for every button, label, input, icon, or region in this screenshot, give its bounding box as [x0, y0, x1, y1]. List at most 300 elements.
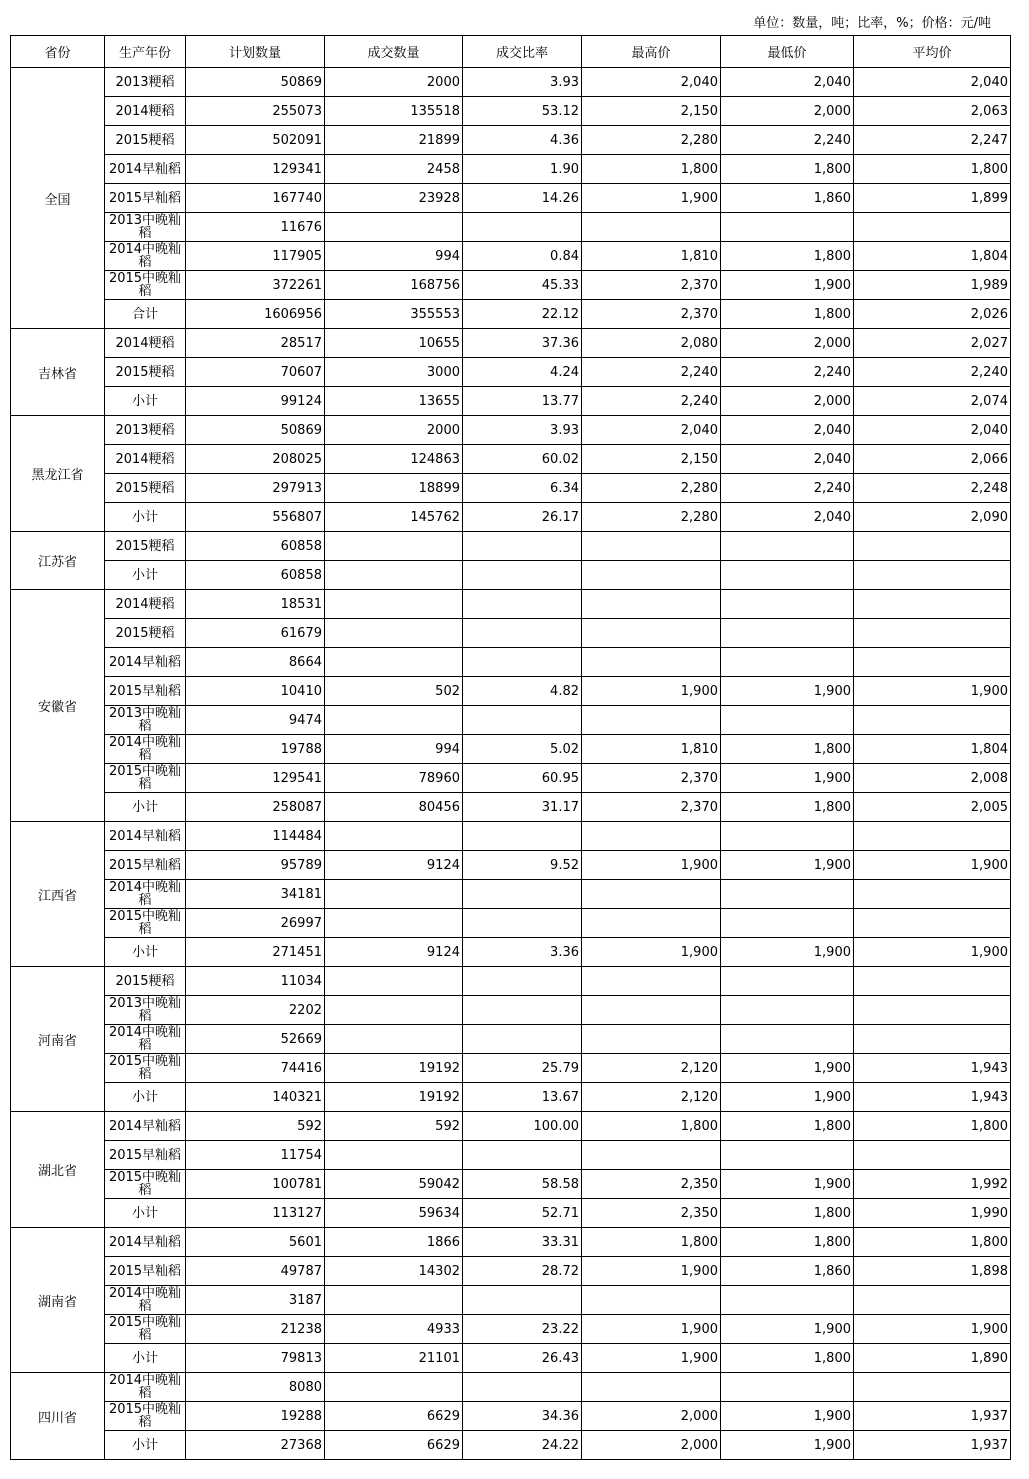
max-price-cell: 2,150	[582, 445, 721, 474]
min-price-cell: 1,900	[721, 1402, 854, 1431]
avg-price-cell: 1,900	[854, 851, 1011, 880]
min-price-cell	[721, 1373, 854, 1402]
header-avg-price: 平均价	[854, 36, 1011, 68]
planned-qty-cell: 61679	[186, 619, 325, 648]
year-cell: 2014早籼稻	[105, 648, 186, 677]
planned-qty-cell: 99124	[186, 387, 325, 416]
max-price-cell: 1,900	[582, 1257, 721, 1286]
year-cell: 2015粳稻	[105, 619, 186, 648]
year-cell: 2014中晚籼稻	[105, 1373, 186, 1402]
planned-qty-cell: 5601	[186, 1228, 325, 1257]
header-deal-qty: 成交数量	[325, 36, 463, 68]
avg-price-cell	[854, 619, 1011, 648]
deal-qty-cell	[325, 619, 463, 648]
avg-price-cell	[854, 213, 1011, 242]
planned-qty-cell: 502091	[186, 126, 325, 155]
deal-ratio-cell: 4.24	[463, 358, 582, 387]
deal-qty-cell: 355553	[325, 300, 463, 329]
deal-ratio-cell: 1.90	[463, 155, 582, 184]
planned-qty-cell: 11754	[186, 1141, 325, 1170]
table-row	[11, 1112, 1011, 1141]
avg-price-cell: 1,989	[854, 271, 1011, 300]
table-row	[11, 1025, 1011, 1054]
table-row	[11, 909, 1011, 938]
min-price-cell	[721, 880, 854, 909]
header-deal-ratio: 成交比率	[463, 36, 582, 68]
deal-qty-cell: 23928	[325, 184, 463, 213]
planned-qty-cell: 129541	[186, 764, 325, 793]
planned-qty-cell: 50869	[186, 416, 325, 445]
planned-qty-cell: 114484	[186, 822, 325, 851]
avg-price-cell: 2,248	[854, 474, 1011, 503]
avg-price-cell: 1,943	[854, 1054, 1011, 1083]
table-row	[11, 271, 1011, 300]
deal-qty-cell	[325, 996, 463, 1025]
year-cell: 2014早籼稻	[105, 1112, 186, 1141]
min-price-cell	[721, 996, 854, 1025]
year-cell: 小计	[105, 1199, 186, 1228]
table-row	[11, 967, 1011, 996]
year-cell: 2015粳稻	[105, 474, 186, 503]
table-row	[11, 677, 1011, 706]
avg-price-cell: 2,247	[854, 126, 1011, 155]
avg-price-cell	[854, 1373, 1011, 1402]
year-cell: 小计	[105, 503, 186, 532]
deal-ratio-cell: 34.36	[463, 1402, 582, 1431]
avg-price-cell	[854, 909, 1011, 938]
year-cell: 小计	[105, 938, 186, 967]
table-row	[11, 1199, 1011, 1228]
min-price-cell	[721, 909, 854, 938]
deal-qty-cell: 2000	[325, 416, 463, 445]
max-price-cell	[582, 213, 721, 242]
table-row	[11, 97, 1011, 126]
avg-price-cell: 2,240	[854, 358, 1011, 387]
max-price-cell	[582, 1373, 721, 1402]
planned-qty-cell: 11676	[186, 213, 325, 242]
year-cell: 小计	[105, 561, 186, 590]
min-price-cell: 1,800	[721, 793, 854, 822]
avg-price-cell	[854, 822, 1011, 851]
table-row	[11, 503, 1011, 532]
min-price-cell: 2,000	[721, 329, 854, 358]
table-row	[11, 329, 1011, 358]
deal-qty-cell	[325, 561, 463, 590]
max-price-cell	[582, 706, 721, 735]
max-price-cell: 1,800	[582, 155, 721, 184]
max-price-cell: 2,370	[582, 271, 721, 300]
planned-qty-cell: 592	[186, 1112, 325, 1141]
year-cell: 2015中晚籼稻	[105, 271, 186, 300]
deal-qty-cell: 3000	[325, 358, 463, 387]
deal-qty-cell: 21899	[325, 126, 463, 155]
deal-qty-cell: 2458	[325, 155, 463, 184]
planned-qty-cell: 208025	[186, 445, 325, 474]
year-cell: 2014中晚籼稻	[105, 880, 186, 909]
deal-ratio-cell: 60.95	[463, 764, 582, 793]
min-price-cell: 1,900	[721, 851, 854, 880]
province-cell: 江西省	[11, 822, 105, 967]
table-row	[11, 1431, 1011, 1460]
year-cell: 2015早籼稻	[105, 677, 186, 706]
planned-qty-cell: 297913	[186, 474, 325, 503]
planned-qty-cell: 74416	[186, 1054, 325, 1083]
max-price-cell: 2,370	[582, 793, 721, 822]
table-row	[11, 1054, 1011, 1083]
planned-qty-cell: 129341	[186, 155, 325, 184]
auction-results-table	[10, 35, 1011, 1460]
max-price-cell: 2,350	[582, 1170, 721, 1199]
table-row	[11, 68, 1011, 97]
deal-ratio-cell	[463, 1286, 582, 1315]
table-row	[11, 1315, 1011, 1344]
table-row	[11, 996, 1011, 1025]
min-price-cell	[721, 561, 854, 590]
min-price-cell	[721, 1286, 854, 1315]
table-row	[11, 213, 1011, 242]
deal-qty-cell: 994	[325, 242, 463, 271]
year-cell: 小计	[105, 793, 186, 822]
min-price-cell: 2,240	[721, 358, 854, 387]
planned-qty-cell: 113127	[186, 1199, 325, 1228]
min-price-cell	[721, 213, 854, 242]
table-row	[11, 822, 1011, 851]
deal-ratio-cell	[463, 1025, 582, 1054]
min-price-cell: 1,900	[721, 677, 854, 706]
avg-price-cell	[854, 532, 1011, 561]
max-price-cell: 1,800	[582, 1112, 721, 1141]
min-price-cell: 1,900	[721, 1431, 854, 1460]
deal-qty-cell: 59634	[325, 1199, 463, 1228]
deal-qty-cell	[325, 967, 463, 996]
deal-ratio-cell: 52.71	[463, 1199, 582, 1228]
deal-qty-cell	[325, 1373, 463, 1402]
max-price-cell	[582, 1025, 721, 1054]
table-row	[11, 1257, 1011, 1286]
deal-ratio-cell: 45.33	[463, 271, 582, 300]
table-row	[11, 1373, 1011, 1402]
table-row	[11, 242, 1011, 271]
table-row	[11, 1083, 1011, 1112]
max-price-cell: 1,900	[582, 938, 721, 967]
planned-qty-cell: 258087	[186, 793, 325, 822]
planned-qty-cell: 140321	[186, 1083, 325, 1112]
deal-qty-cell: 80456	[325, 793, 463, 822]
deal-qty-cell: 6629	[325, 1402, 463, 1431]
deal-qty-cell	[325, 880, 463, 909]
header-row	[11, 36, 1011, 68]
max-price-cell: 2,120	[582, 1083, 721, 1112]
deal-ratio-cell: 31.17	[463, 793, 582, 822]
table-row	[11, 851, 1011, 880]
year-cell: 2015中晚籼稻	[105, 1315, 186, 1344]
max-price-cell: 1,900	[582, 184, 721, 213]
table-row	[11, 764, 1011, 793]
planned-qty-cell: 117905	[186, 242, 325, 271]
min-price-cell: 1,800	[721, 300, 854, 329]
deal-ratio-cell	[463, 822, 582, 851]
max-price-cell: 1,900	[582, 851, 721, 880]
min-price-cell	[721, 590, 854, 619]
deal-ratio-cell: 22.12	[463, 300, 582, 329]
avg-price-cell: 1,943	[854, 1083, 1011, 1112]
year-cell: 小计	[105, 387, 186, 416]
min-price-cell: 1,800	[721, 1228, 854, 1257]
year-cell: 2015早籼稻	[105, 1141, 186, 1170]
deal-ratio-cell: 4.36	[463, 126, 582, 155]
avg-price-cell: 1,804	[854, 735, 1011, 764]
avg-price-cell: 2,040	[854, 68, 1011, 97]
table-row	[11, 532, 1011, 561]
max-price-cell	[582, 967, 721, 996]
max-price-cell: 2,370	[582, 764, 721, 793]
deal-ratio-cell	[463, 1141, 582, 1170]
deal-ratio-cell	[463, 648, 582, 677]
year-cell: 2014早籼稻	[105, 1228, 186, 1257]
table-row	[11, 706, 1011, 735]
deal-ratio-cell	[463, 967, 582, 996]
planned-qty-cell: 11034	[186, 967, 325, 996]
deal-qty-cell: 21101	[325, 1344, 463, 1373]
year-cell: 2013中晚籼稻	[105, 996, 186, 1025]
year-cell: 2013粳稻	[105, 416, 186, 445]
deal-ratio-cell	[463, 909, 582, 938]
province-cell: 全国	[11, 68, 105, 329]
year-cell: 2014粳稻	[105, 329, 186, 358]
avg-price-cell: 1,900	[854, 938, 1011, 967]
header-planned-qty: 计划数量	[186, 36, 325, 68]
deal-ratio-cell: 33.31	[463, 1228, 582, 1257]
min-price-cell: 1,860	[721, 1257, 854, 1286]
min-price-cell	[721, 619, 854, 648]
avg-price-cell	[854, 590, 1011, 619]
deal-ratio-cell: 9.52	[463, 851, 582, 880]
planned-qty-cell: 8080	[186, 1373, 325, 1402]
table-row	[11, 300, 1011, 329]
min-price-cell: 1,900	[721, 271, 854, 300]
avg-price-cell	[854, 706, 1011, 735]
year-cell: 2014粳稻	[105, 590, 186, 619]
table-row	[11, 155, 1011, 184]
avg-price-cell: 2,066	[854, 445, 1011, 474]
deal-qty-cell	[325, 532, 463, 561]
year-cell: 2015中晚籼稻	[105, 1170, 186, 1199]
max-price-cell: 2,280	[582, 474, 721, 503]
min-price-cell: 2,040	[721, 503, 854, 532]
min-price-cell: 2,040	[721, 416, 854, 445]
table-row	[11, 938, 1011, 967]
province-cell: 湖北省	[11, 1112, 105, 1228]
deal-qty-cell: 19192	[325, 1054, 463, 1083]
deal-ratio-cell: 100.00	[463, 1112, 582, 1141]
min-price-cell: 1,800	[721, 155, 854, 184]
deal-qty-cell: 994	[325, 735, 463, 764]
table-row	[11, 416, 1011, 445]
max-price-cell: 2,240	[582, 387, 721, 416]
min-price-cell: 1,900	[721, 764, 854, 793]
planned-qty-cell: 9474	[186, 706, 325, 735]
year-cell: 2014早籼稻	[105, 822, 186, 851]
max-price-cell: 2,350	[582, 1199, 721, 1228]
table-row	[11, 184, 1011, 213]
min-price-cell: 2,000	[721, 387, 854, 416]
year-cell: 2014中晚籼稻	[105, 1286, 186, 1315]
deal-qty-cell	[325, 706, 463, 735]
deal-qty-cell: 78960	[325, 764, 463, 793]
table-row	[11, 1228, 1011, 1257]
deal-ratio-cell	[463, 619, 582, 648]
province-cell: 河南省	[11, 967, 105, 1112]
max-price-cell	[582, 996, 721, 1025]
planned-qty-cell: 3187	[186, 1286, 325, 1315]
planned-qty-cell: 60858	[186, 561, 325, 590]
min-price-cell: 1,800	[721, 1112, 854, 1141]
deal-ratio-cell: 5.02	[463, 735, 582, 764]
province-cell: 湖南省	[11, 1228, 105, 1373]
deal-qty-cell	[325, 648, 463, 677]
deal-ratio-cell	[463, 532, 582, 561]
min-price-cell: 1,800	[721, 242, 854, 271]
year-cell: 2014粳稻	[105, 445, 186, 474]
planned-qty-cell: 167740	[186, 184, 325, 213]
planned-qty-cell: 10410	[186, 677, 325, 706]
planned-qty-cell: 49787	[186, 1257, 325, 1286]
deal-ratio-cell: 25.79	[463, 1054, 582, 1083]
table-row	[11, 735, 1011, 764]
year-cell: 2014中晚籼稻	[105, 242, 186, 271]
avg-price-cell: 1,800	[854, 1112, 1011, 1141]
year-cell: 2015早籼稻	[105, 851, 186, 880]
max-price-cell: 2,080	[582, 329, 721, 358]
deal-qty-cell: 9124	[325, 851, 463, 880]
province-cell: 四川省	[11, 1373, 105, 1460]
year-cell: 2015早籼稻	[105, 1257, 186, 1286]
avg-price-cell: 2,040	[854, 416, 1011, 445]
avg-price-cell: 1,937	[854, 1431, 1011, 1460]
deal-qty-cell: 592	[325, 1112, 463, 1141]
min-price-cell: 1,800	[721, 1199, 854, 1228]
table-row	[11, 1344, 1011, 1373]
planned-qty-cell: 60858	[186, 532, 325, 561]
deal-qty-cell: 4933	[325, 1315, 463, 1344]
deal-qty-cell: 135518	[325, 97, 463, 126]
max-price-cell: 1,900	[582, 1344, 721, 1373]
avg-price-cell: 2,074	[854, 387, 1011, 416]
min-price-cell: 1,900	[721, 1054, 854, 1083]
deal-qty-cell	[325, 822, 463, 851]
avg-price-cell	[854, 648, 1011, 677]
year-cell: 2013粳稻	[105, 68, 186, 97]
planned-qty-cell: 8664	[186, 648, 325, 677]
deal-ratio-cell: 53.12	[463, 97, 582, 126]
max-price-cell	[582, 532, 721, 561]
deal-ratio-cell: 4.82	[463, 677, 582, 706]
planned-qty-cell: 271451	[186, 938, 325, 967]
year-cell: 2015中晚籼稻	[105, 1402, 186, 1431]
max-price-cell: 1,900	[582, 1315, 721, 1344]
avg-price-cell: 2,027	[854, 329, 1011, 358]
min-price-cell: 1,900	[721, 938, 854, 967]
min-price-cell	[721, 648, 854, 677]
max-price-cell: 2,000	[582, 1431, 721, 1460]
deal-qty-cell	[325, 1025, 463, 1054]
province-cell: 江苏省	[11, 532, 105, 590]
min-price-cell: 2,000	[721, 97, 854, 126]
max-price-cell	[582, 619, 721, 648]
table-row	[11, 126, 1011, 155]
deal-ratio-cell: 13.77	[463, 387, 582, 416]
table-row	[11, 1402, 1011, 1431]
year-cell: 合计	[105, 300, 186, 329]
year-cell: 2015中晚籼稻	[105, 764, 186, 793]
max-price-cell: 2,280	[582, 126, 721, 155]
deal-ratio-cell: 3.93	[463, 416, 582, 445]
table-row	[11, 880, 1011, 909]
max-price-cell	[582, 822, 721, 851]
year-cell: 2014粳稻	[105, 97, 186, 126]
deal-qty-cell	[325, 1286, 463, 1315]
year-cell: 2013中晚籼稻	[105, 213, 186, 242]
max-price-cell: 2,370	[582, 300, 721, 329]
max-price-cell: 1,900	[582, 677, 721, 706]
deal-ratio-cell: 58.58	[463, 1170, 582, 1199]
deal-qty-cell	[325, 213, 463, 242]
avg-price-cell	[854, 996, 1011, 1025]
planned-qty-cell: 18531	[186, 590, 325, 619]
min-price-cell	[721, 1141, 854, 1170]
planned-qty-cell: 27368	[186, 1431, 325, 1460]
max-price-cell: 2,040	[582, 416, 721, 445]
year-cell: 2015粳稻	[105, 358, 186, 387]
max-price-cell	[582, 1141, 721, 1170]
deal-qty-cell: 168756	[325, 271, 463, 300]
min-price-cell: 2,240	[721, 126, 854, 155]
table-row	[11, 387, 1011, 416]
avg-price-cell	[854, 967, 1011, 996]
year-cell: 2015中晚籼稻	[105, 1054, 186, 1083]
avg-price-cell: 2,090	[854, 503, 1011, 532]
planned-qty-cell: 52669	[186, 1025, 325, 1054]
max-price-cell	[582, 648, 721, 677]
table-row	[11, 561, 1011, 590]
avg-price-cell: 2,063	[854, 97, 1011, 126]
max-price-cell	[582, 1286, 721, 1315]
deal-ratio-cell	[463, 996, 582, 1025]
table-row	[11, 590, 1011, 619]
max-price-cell: 2,280	[582, 503, 721, 532]
avg-price-cell	[854, 880, 1011, 909]
table-row	[11, 793, 1011, 822]
planned-qty-cell: 19288	[186, 1402, 325, 1431]
year-cell: 小计	[105, 1431, 186, 1460]
table-row	[11, 1170, 1011, 1199]
deal-ratio-cell: 28.72	[463, 1257, 582, 1286]
table-row	[11, 648, 1011, 677]
min-price-cell	[721, 706, 854, 735]
year-cell: 2014中晚籼稻	[105, 1025, 186, 1054]
avg-price-cell: 1,900	[854, 1315, 1011, 1344]
planned-qty-cell: 100781	[186, 1170, 325, 1199]
planned-qty-cell: 70607	[186, 358, 325, 387]
avg-price-cell: 1,800	[854, 1228, 1011, 1257]
deal-ratio-cell: 6.34	[463, 474, 582, 503]
deal-ratio-cell	[463, 1373, 582, 1402]
deal-qty-cell	[325, 590, 463, 619]
planned-qty-cell: 556807	[186, 503, 325, 532]
year-cell: 小计	[105, 1083, 186, 1112]
deal-qty-cell: 124863	[325, 445, 463, 474]
avg-price-cell	[854, 1025, 1011, 1054]
